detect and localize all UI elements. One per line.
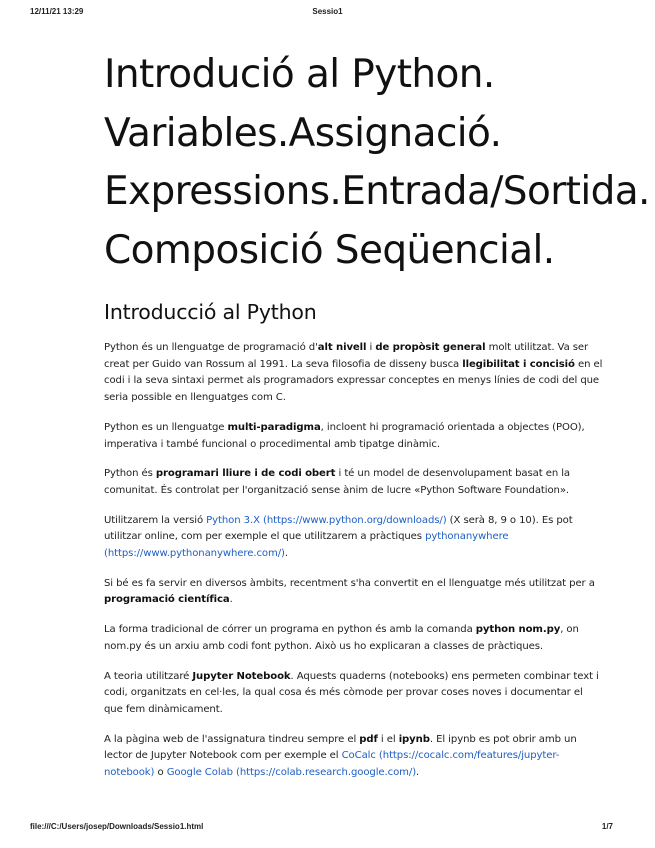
python-download-link[interactable]: Python 3.X (https://www.python.org/downloads/) bbox=[206, 514, 447, 526]
title-line: Composició Seqüencial. bbox=[104, 227, 555, 273]
bold-text: Jupyter Notebook bbox=[192, 670, 291, 682]
print-page-title: Sessio1 bbox=[312, 7, 343, 16]
bold-text: de propòsit general bbox=[375, 342, 486, 353]
bold-text: python nom.py bbox=[475, 624, 561, 636]
paragraph-intro bbox=[104, 340, 604, 407]
cocalc-link[interactable]: CoCalc (https://cocalc.com/features/jupyter-notebook) bbox=[104, 750, 560, 779]
bold-text: alt nivell bbox=[317, 342, 367, 353]
text: . Aquests quaderns (notebooks) ens permeten combinar text i codi, organitzats en cel·les, la qual cosa és més còmode per provar coses noves i documentar el que fem dinàmicament. bbox=[104, 670, 599, 715]
document-content bbox=[104, 46, 650, 795]
print-page-number: 1/7 bbox=[601, 822, 613, 831]
section-heading: Introducció al Python bbox=[104, 300, 317, 324]
bold-text: ipynb bbox=[398, 733, 430, 745]
text: . bbox=[229, 594, 233, 606]
paragraph-free-software bbox=[104, 466, 604, 499]
bold-text: programari lliure i de codi obert bbox=[155, 468, 336, 480]
text: La forma tradicional de córrer un programa en python és amb la comanda bbox=[104, 624, 476, 636]
document-title bbox=[104, 46, 650, 280]
text: . El ipynb es pot obrir amb un lector de Jupyter Notebook com per exemple el bbox=[104, 733, 577, 762]
text: A teoria utilitzaré bbox=[104, 670, 193, 682]
title-line: Expressions.Entrada/Sortida. bbox=[104, 169, 650, 214]
pythonanywhere-link[interactable]: pythonanywhere (https://www.pythonanywhere.com/) bbox=[104, 531, 509, 560]
text: i té un model de desenvolupament basat en la comunitat. És controlat per l'organització sense ànim de lucre «Python Software Foundation». bbox=[104, 468, 571, 496]
text: i bbox=[366, 342, 376, 353]
text: Utilitzarem la versió bbox=[104, 514, 207, 526]
print-file-path: file:///C:/Users/josep/Downloads/Sessio1.html bbox=[30, 822, 204, 831]
paragraph-jupyter bbox=[104, 669, 604, 719]
text: , on nom.py és un arxiu amb codi font python. Això us ho explicaran a classes de pràctiques. bbox=[104, 624, 579, 652]
text: en el codi i la seva sintaxi permet als programadors expressar conceptes en menys línies de codi del que seria possible en llenguatges com C. bbox=[104, 358, 603, 404]
title-line: Introdució al Python. bbox=[104, 52, 495, 97]
paragraph-scientific bbox=[104, 576, 604, 609]
paragraph-resources bbox=[104, 732, 604, 782]
text: . bbox=[284, 548, 288, 560]
text: Python és bbox=[104, 468, 156, 480]
bold-text: programació científica bbox=[104, 594, 230, 606]
text: . bbox=[416, 767, 420, 779]
text: , incloent hi programació orientada a objectes (POO), imperativa i també funcional o procedimental amb tipatge dinàmic. bbox=[104, 421, 585, 450]
paragraph-version bbox=[104, 513, 604, 563]
text: molt utilitzat. Va ser creat per Guido van Rossum al 1991. La seva filosofia de disseny busca bbox=[104, 342, 589, 370]
bold-text: multi-paradigma bbox=[227, 421, 321, 433]
title-line: Variables.Assignació. bbox=[104, 110, 502, 156]
paragraph-run-program bbox=[104, 622, 604, 655]
text: o bbox=[154, 767, 167, 779]
text: A la pàgina web de l'assignatura tindreu sempre el bbox=[104, 733, 360, 745]
text: i el bbox=[377, 733, 399, 745]
bold-text: pdf bbox=[359, 733, 378, 745]
paragraph-paradigm bbox=[104, 420, 604, 453]
text: Python es un llenguatge bbox=[104, 421, 228, 433]
google-colab-link[interactable]: Google Colab (https://colab.research.google.com/) bbox=[166, 767, 417, 779]
text: Si bé es fa servir en diversos àmbits, recentment s'ha convertit en el llenguatge més utilitzat per a bbox=[104, 577, 595, 589]
text: (X serà 8, 9 o 10). Es pot utilitzar online, com per exemple el que utilitzarem a pràctiques bbox=[104, 514, 573, 543]
print-datetime: 12/11/21 13:29 bbox=[30, 7, 84, 16]
text: Python és un llenguatge de programació d' bbox=[104, 342, 318, 353]
bold-text: llegibilitat i concisió bbox=[462, 358, 575, 370]
